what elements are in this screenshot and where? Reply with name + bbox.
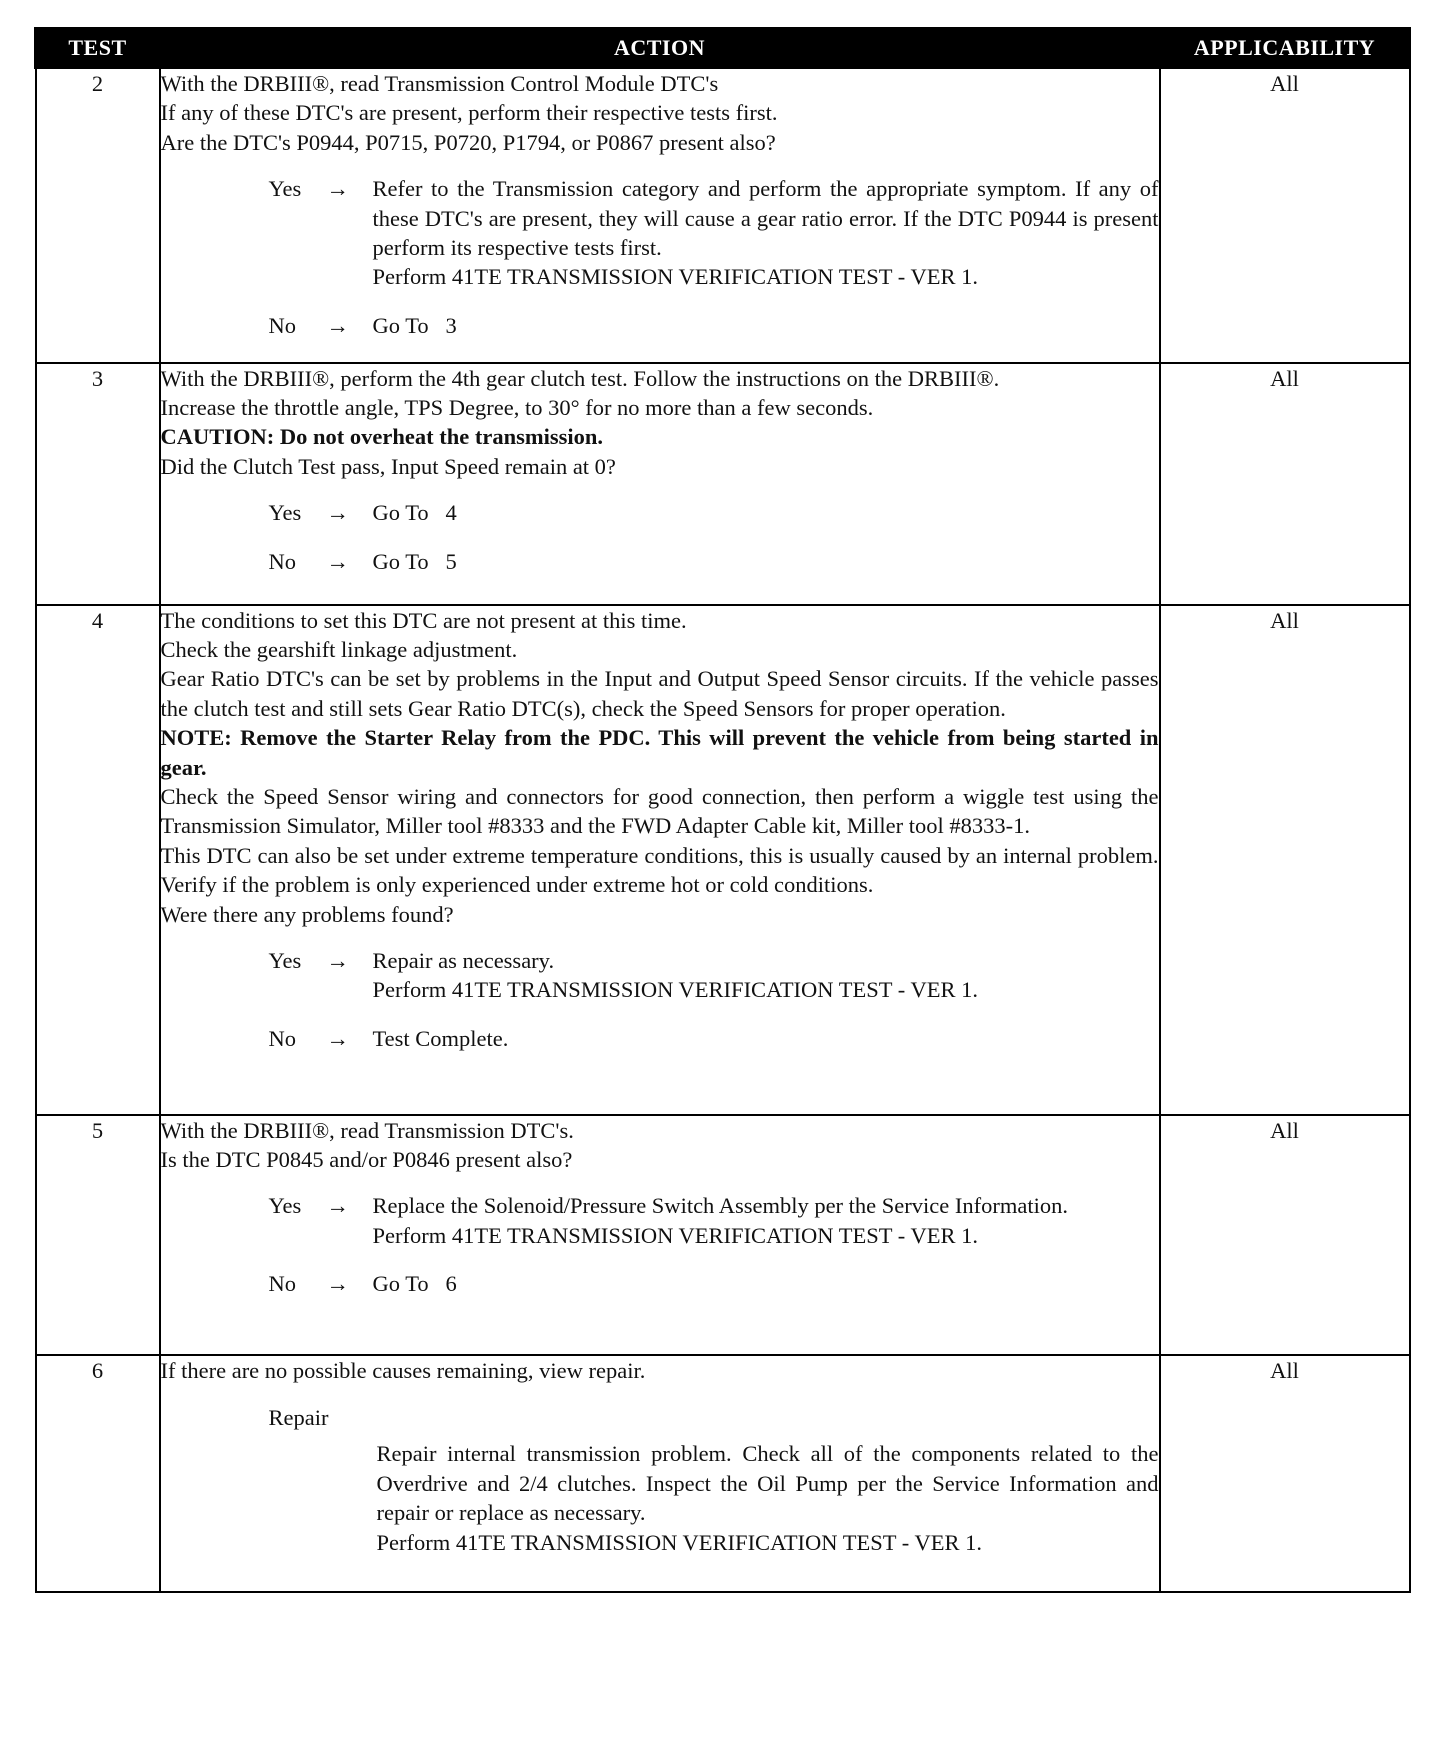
header-test: TEST	[36, 29, 160, 68]
action-line: Increase the throttle angle, TPS Degree, to 30° for no more than a few seconds.	[160, 394, 874, 420]
answer-text: Go To 4	[372, 500, 457, 526]
answer-yes	[161, 498, 1159, 527]
answer-no	[161, 547, 1159, 576]
action-line: Gear Ratio DTC's can be set by problems in the Input and Output Speed Sensor circuits. If the vehicle passes the clutch test and still sets Gear Ratio DTC(s), check the Speed Sensors for proper operation.	[160, 666, 1159, 721]
answer-text: Repair as necessary.	[372, 947, 555, 973]
note-line: NOTE: Remove the Starter Relay from the PDC. This will prevent the vehicle from being started in gear.	[160, 725, 1159, 780]
action-line: Check the Speed Sensor wiring and connectors for good connection, then perform a wiggle test using the Transmission Simulator, Miller tool #8333 and the FWD Adapter Cable kit, Miller tool #8333-1.	[160, 783, 1159, 839]
answer-label: No	[268, 1025, 296, 1051]
arrow-right-icon: →	[326, 500, 349, 526]
answer-no	[161, 311, 1159, 340]
test-number: 5	[36, 1115, 160, 1355]
action-line: With the DRBIII®, read Transmission DTC's.	[160, 1117, 574, 1143]
answer-label: Yes	[268, 176, 302, 202]
action-line: Is the DTC P0845 and/or P0846 present also?	[160, 1146, 573, 1172]
answer-text-2: Perform 41TE TRANSMISSION VERIFICATION TEST - VER 1.	[372, 977, 978, 1003]
applicability-cell: All	[1160, 1115, 1410, 1355]
answer-label: No	[268, 312, 296, 338]
action-cell	[160, 363, 1160, 605]
action-cell	[160, 1115, 1160, 1355]
answer-label: No	[268, 548, 296, 574]
action-line: Are the DTC's P0944, P0715, P0720, P1794, or P0867 present also?	[160, 129, 776, 155]
action-line: If any of these DTC's are present, perform their respective tests first.	[160, 100, 778, 126]
action-line: The conditions to set this DTC are not present at this time.	[160, 607, 687, 633]
applicability-cell: All	[1160, 363, 1410, 605]
answer-yes	[161, 1191, 1159, 1250]
test-row-6	[36, 1355, 1410, 1592]
test-number: 3	[36, 363, 160, 605]
test-row-4	[36, 605, 1410, 1115]
applicability-cell: All	[1160, 68, 1410, 363]
arrow-right-icon: →	[326, 1193, 349, 1219]
answer-text: Test Complete.	[372, 1025, 509, 1051]
test-row-3	[36, 363, 1410, 605]
arrow-right-icon: →	[326, 1025, 349, 1051]
answer-yes	[161, 174, 1159, 292]
action-line: With the DRBIII®, read Transmission Control Module DTC's	[160, 71, 719, 96]
arrow-right-icon: →	[326, 312, 349, 338]
answer-text: Refer to the Transmission category and perform the appropriate symptom. If any of these DTC's are present, they will cause a gear ratio error. If the DTC P0944 is present perform its respective tests first.	[372, 176, 1159, 261]
repair-text: Repair internal transmission problem. Check all of the components related to the Overdrive and 2/4 clutches. Inspect the Oil Pump per the Service Information and repair or replace as necessary.	[376, 1441, 1159, 1526]
answer-label: Yes	[268, 500, 302, 526]
action-line: Check the gearshift linkage adjustment.	[160, 636, 518, 662]
repair-body	[377, 1439, 1159, 1557]
arrow-right-icon: →	[326, 947, 349, 973]
test-number: 6	[36, 1355, 160, 1592]
arrow-right-icon: →	[326, 548, 349, 574]
answer-text: Replace the Solenoid/Pressure Switch Assembly per the Service Information.	[372, 1193, 1068, 1219]
answer-text-2: Perform 41TE TRANSMISSION VERIFICATION TEST - VER 1.	[372, 264, 978, 290]
action-line: Were there any problems found?	[160, 901, 454, 927]
test-number: 4	[36, 605, 160, 1115]
answer-no	[161, 1269, 1159, 1298]
table-header-row	[36, 29, 1410, 68]
answer-text: Go To 6	[372, 1271, 457, 1297]
diagnostic-test-table	[34, 27, 1411, 1593]
action-line: If there are no possible causes remaining, view repair.	[160, 1357, 646, 1383]
test-row-5	[36, 1115, 1410, 1355]
test-row-2	[36, 68, 1410, 363]
repair-label: Repair	[268, 1404, 329, 1430]
answer-label: No	[268, 1271, 296, 1297]
answer-label: Yes	[268, 947, 302, 973]
caution-line: CAUTION: Do not overheat the transmission.	[160, 424, 603, 450]
header-action: ACTION	[160, 29, 1160, 68]
header-applicability: APPLICABILITY	[1160, 29, 1410, 68]
answer-text: Go To 3	[372, 312, 457, 338]
action-line: This DTC can also be set under extreme temperature conditions, this is usually caused by an internal problem. Verify if the problem is only experienced under extreme hot or cold conditions.	[160, 842, 1159, 898]
action-cell	[160, 68, 1160, 363]
arrow-right-icon: →	[326, 1271, 349, 1297]
answer-label: Yes	[268, 1193, 302, 1219]
action-cell	[160, 1355, 1160, 1592]
action-line: With the DRBIII®, perform the 4th gear clutch test. Follow the instructions on the DRBIII®.	[160, 365, 1000, 391]
test-number: 2	[36, 68, 160, 363]
action-line: Did the Clutch Test pass, Input Speed remain at 0?	[160, 453, 616, 479]
answer-text: Go To 5	[372, 548, 457, 574]
action-cell	[160, 605, 1160, 1115]
answer-yes	[161, 946, 1159, 1005]
answer-no	[161, 1024, 1159, 1053]
repair-text-2: Perform 41TE TRANSMISSION VERIFICATION TEST - VER 1.	[376, 1529, 982, 1555]
applicability-cell: All	[1160, 605, 1410, 1115]
arrow-right-icon: →	[326, 176, 349, 202]
applicability-cell: All	[1160, 1355, 1410, 1592]
answer-text-2: Perform 41TE TRANSMISSION VERIFICATION TEST - VER 1.	[372, 1222, 978, 1248]
